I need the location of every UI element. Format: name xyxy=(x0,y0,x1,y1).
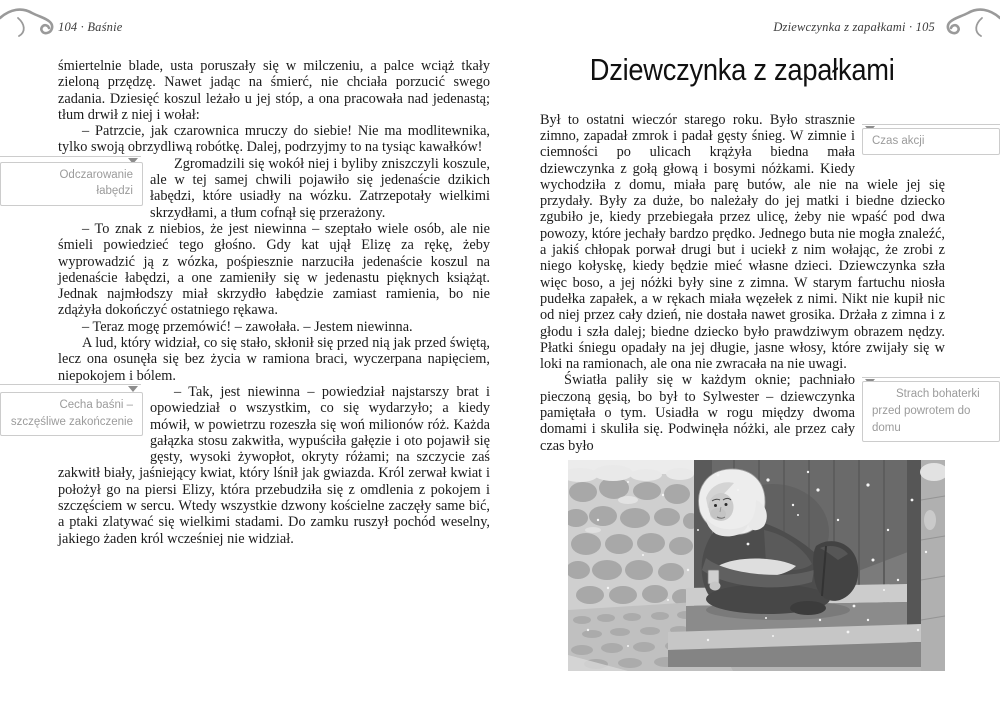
hand xyxy=(710,581,721,590)
callout-line xyxy=(862,377,1000,378)
margin-label-odczarowanie: Odczarowanie łabędzi xyxy=(0,162,143,206)
margin-label-cecha: Cecha baśni – szczęśliwe zakończenie xyxy=(0,392,143,436)
paragraph xyxy=(540,372,980,454)
left-page-text-column xyxy=(10,58,490,547)
margin-label-anchor xyxy=(855,112,945,177)
paragraph-text: – Teraz mogę przemówić! – zawołała. – Jestem niewinna. xyxy=(82,318,413,335)
paragraph-text: Był to ostatni wieczór starego roku. Było strasznie zimno, zapadał zmrok i padał gęsty śnieg. W zimnie i ciemności po ulicach krążyła biedna mała dziewczynka z gołą głową i bosymi nóżkami. Kiedy wychodziła z domu, miała parę butów, ale nie na wiele jej się przydały. Były za duże, bo należały do jej matki i biedne dziecko zgubiło je, kiedy przebiegała przez ulicę, żeby nie wpaść pod dwa powozy, które jechały bardzo prędko. Jednego buta nie mogła znaleźć, a jakiś chłopak porwał drugi but i uciekł z nim wołając, że zrobi z niego kołyskę, kiedy będzie mieć własne dzieci. Dziewczynka szła więc boso, a jej nóżki były sine z zimna. W starym fartuchu niosła pudełka zapałek, a w rękach miała węzełek z nimi. Nikt nie kupił nic od niej przez cały dzień, nie dostała nawet grosika. Drżała z zimna i z głodu i szła dalej; biedne dziecko było prawdziwym obrazem nędzy. Płatki śniegu opadały na jej długie, jasne włosy, które zwijały się w loki na ramionach, ale ona nie zwracała na nie uwagi. xyxy=(540,111,945,373)
paragraph-text: A lud, który widział, co się stało, skłonił się przed nią jak przed świętą, lecz ona osunęła się bez życia w ramiona braci, wyczerpana napięciem, niepokojem i bólem. xyxy=(58,335,490,384)
paragraph xyxy=(58,319,490,335)
margin-label-czas-akcji: Czas akcji xyxy=(862,128,1000,156)
story-title-text: Dziewczynka z zapałkami xyxy=(590,52,895,87)
paragraph xyxy=(58,58,490,123)
right-page-text-column xyxy=(540,48,980,671)
callout-line xyxy=(0,156,141,157)
boot xyxy=(790,601,826,615)
margin-label-anchor xyxy=(855,372,980,438)
paragraph xyxy=(540,112,945,373)
callout-line xyxy=(862,124,1000,125)
page-header-left: 104 · Baśnie xyxy=(58,20,123,34)
paragraph-text: śmiertelnie blade, usta poruszały się w milczeniu, a palce wciąż tkały zieloną przędzę. Nawet jadąc na śmierć, nie chciała porzucić swego zadania. Dziesięć koszul leżało u jej stóp, a ona pracowała nad jedenastą; tłum drwił z niej i wołał: xyxy=(58,58,490,123)
paragraph-text: – Tak, jest niewinna – powiedział najstarszy brat i opowiedział o wszystkim, co się wydarzyło; a kiedy mówił, w powietrzu rozeszła się woń milionów róż. Każda gałązka stosu zakwitła, wypuściła gałęzie i oto pojawił się gęsty, wysoki żywopłot, okryty różami; na szczycie zaś zakwitł biały, jaśniejący kwiat, który lśnił jak gwiazda. Król zerwał kwiat i położył go na piersi Elizy, która przebudziła się z omdlenia z pokojem i szczęściem w sercu. Wtedy wszystkie dzwony kościelne zaczęły same bić, a ptaki zlatywać się wielkimi stadami. Do zamku ruszył pochód weselny, jakiego żaden król wcześniej nie widział. xyxy=(58,383,490,547)
paragraph-text: Światła paliły się w każdym oknie; pachniało pieczoną gęsią, bo był to Sylwester – dziewczynka pamiętała o tym. Usiadła w rogu między dwoma domami i skuliła się. Podwinęła nóżki, ale przez cały czas było xyxy=(540,372,855,454)
right-stone-pillar xyxy=(920,460,945,671)
callout-line xyxy=(0,384,141,385)
paragraph xyxy=(58,221,490,319)
story-illustration xyxy=(568,460,945,671)
margin-label-strach: Strach bohaterki przed powrotem do domu xyxy=(862,381,1000,442)
paragraph xyxy=(58,123,490,156)
story-title xyxy=(540,52,945,88)
paragraph xyxy=(58,156,490,221)
paragraph xyxy=(58,335,490,384)
corner-flourish-left-icon xyxy=(0,5,56,41)
paragraph-text: – Patrzcie, jak czarownica mruczy do siebie! Nie ma modlitewnika, tylko swoją obrzydliwą robótkę. Dalej, podrzyjmy to na tysiąc kawałków! xyxy=(58,123,490,156)
page-header-right: Dziewczynka z zapałkami · 105 xyxy=(773,20,935,34)
paragraph-text: Zgromadzili się wokół niej i byliby zniszczyli koszule, ale w tej samej chwili pojawiło się jedenaście dzikich łabędzi, które usiadły na wózku. Zatrzepotały wielkimi skrzydłami, a tłum cofnął się przerażony. xyxy=(150,155,490,221)
match-girl-drawing xyxy=(568,460,945,671)
paragraph xyxy=(10,383,490,547)
corner-flourish-right-icon xyxy=(944,5,1000,41)
paragraph-text: – To znak z niebios, że jest niewinna – szeptało wiele osób, ale nie śmieli powiedzieć tego głośno. Gdy kat ujął Elizę za rękę, żeby wyprowadzić ją z wózka, pośpiesznie narzuciła jedenaście koszul na jedenaście łabędzi, a one zamieniły się w jedenastu pięknych książąt. Jednak najmłodszy miał skrzydło łabędzie zamiast ramienia, bo nie zdążyła dokończyć ostatniego rękawa. xyxy=(58,220,490,319)
stone-wall xyxy=(568,460,699,615)
margin-label-anchor xyxy=(58,156,150,206)
margin-label-anchor xyxy=(10,384,150,450)
